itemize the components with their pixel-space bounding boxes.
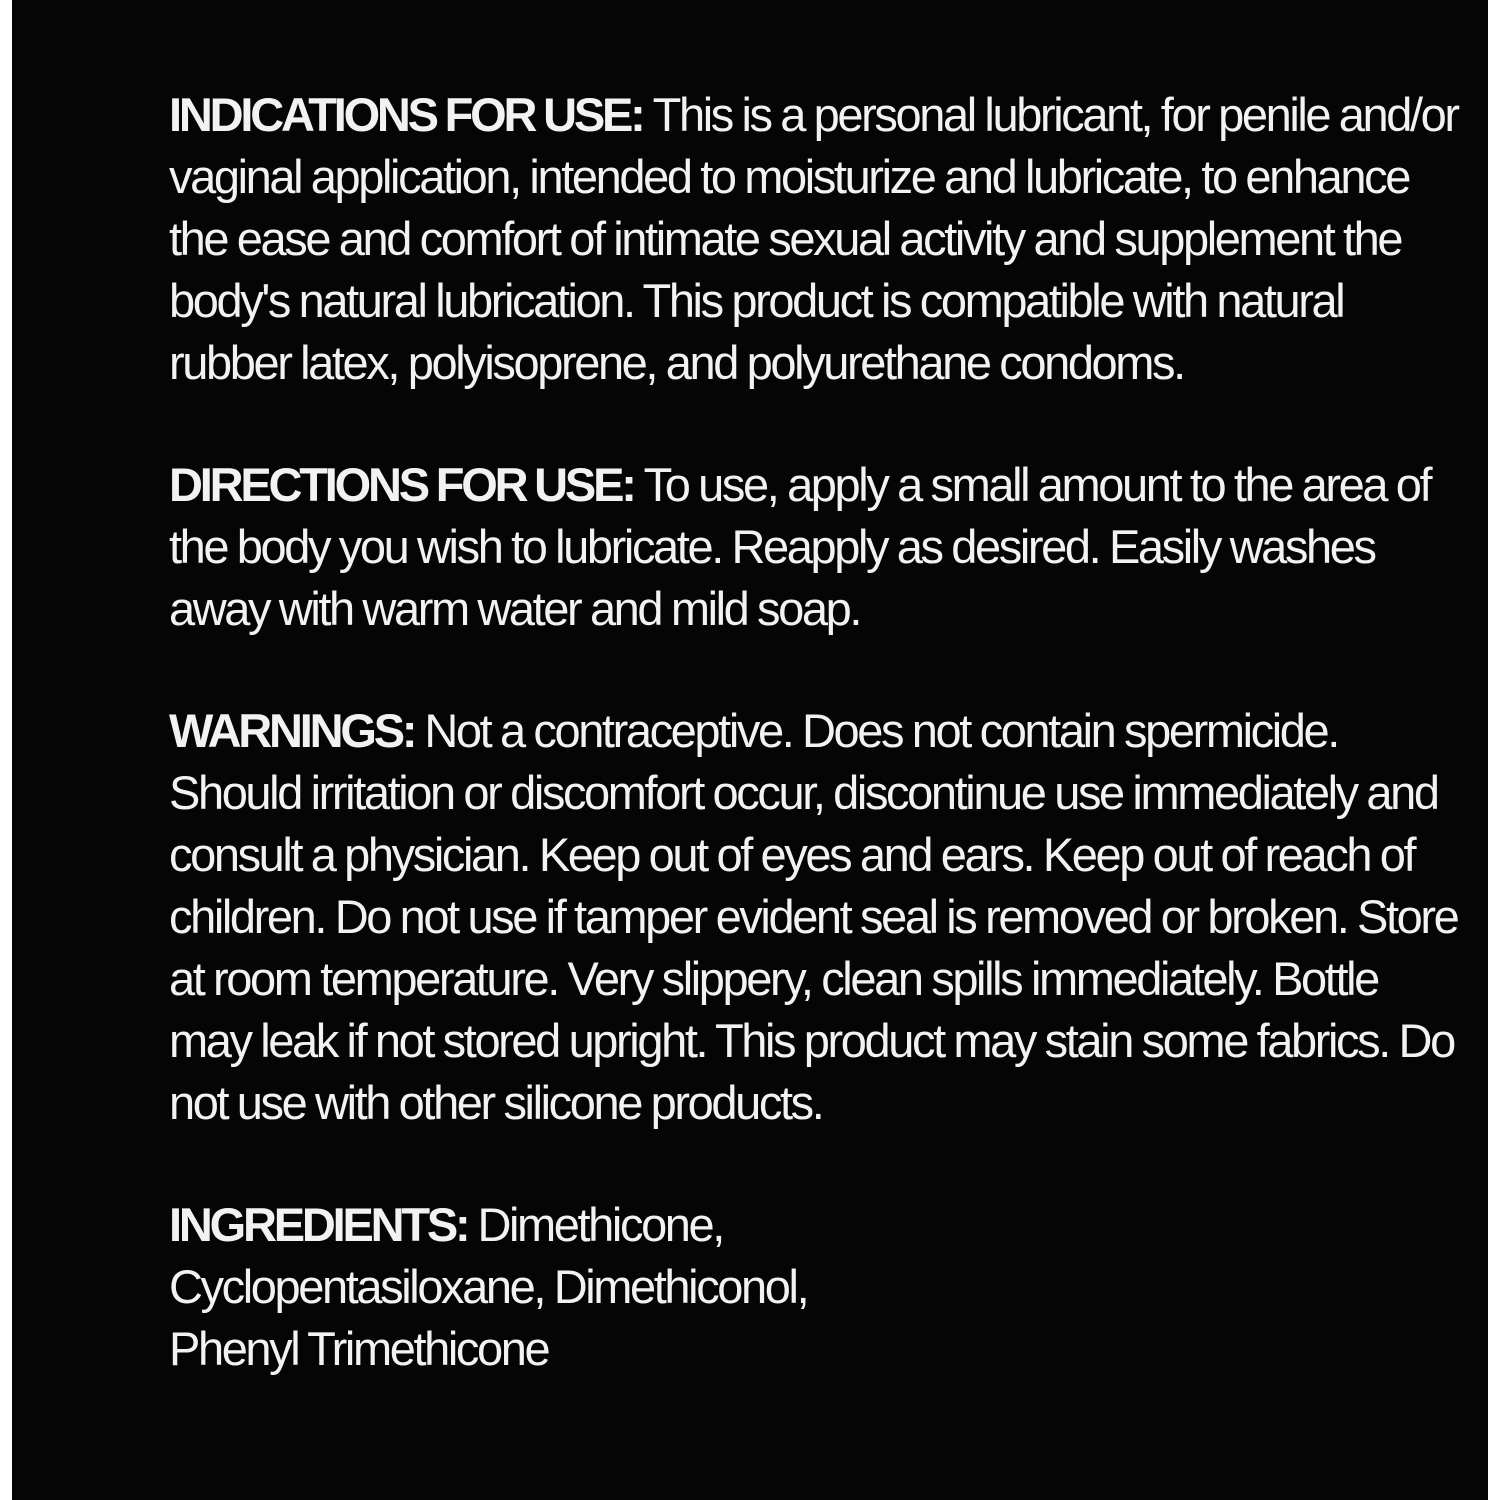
label-text — [169, 84, 1469, 1440]
indications-section — [169, 84, 1469, 394]
ingredient-item: Phenyl Trimethicone — [169, 1322, 549, 1375]
directions-heading: DIRECTIONS FOR USE: — [169, 458, 634, 511]
ingredient-item: Cyclopentasiloxane, Dimethiconol, — [169, 1260, 808, 1313]
warnings-section — [169, 700, 1469, 1134]
indications-text: This is a personal lubricant, for penile and/or vaginal application, intended to moisturize and lubricate, to enhance the ease and comfort of intimate sexual activity and supplement the body's natural lubrication. This product is compatible with natural rubber latex, polyisoprene, and polyurethane condoms. — [169, 88, 1458, 389]
directions-text: To use, apply a small amount to the area of the body you wish to lubricate. Reapply as desired. Easily washes away with warm water and mild soap. — [169, 458, 1431, 635]
indications-heading: INDICATIONS FOR USE: — [169, 88, 643, 141]
directions-section — [169, 454, 1469, 640]
ingredient-item: Dimethicone, — [477, 1198, 723, 1251]
label-panel — [12, 0, 1488, 1500]
warnings-text: Not a contraceptive. Does not contain spermicide. Should irritation or discomfort occur, discontinue use immediately and consult a physician. Keep out of eyes and ears. Keep out of reach of children. Do not use if tamper evident seal is removed or broken. Store at room temperature. Very slippery, clean spills immediately. Bottle may leak if not stored upright. This product may stain some fabrics. Do not use with other silicone products. — [169, 704, 1458, 1129]
ingredients-section — [169, 1194, 1469, 1380]
ingredients-heading: INGREDIENTS: — [169, 1198, 468, 1251]
warnings-heading: WARNINGS: — [169, 704, 415, 757]
ingredients-line-1 — [169, 1194, 1469, 1256]
